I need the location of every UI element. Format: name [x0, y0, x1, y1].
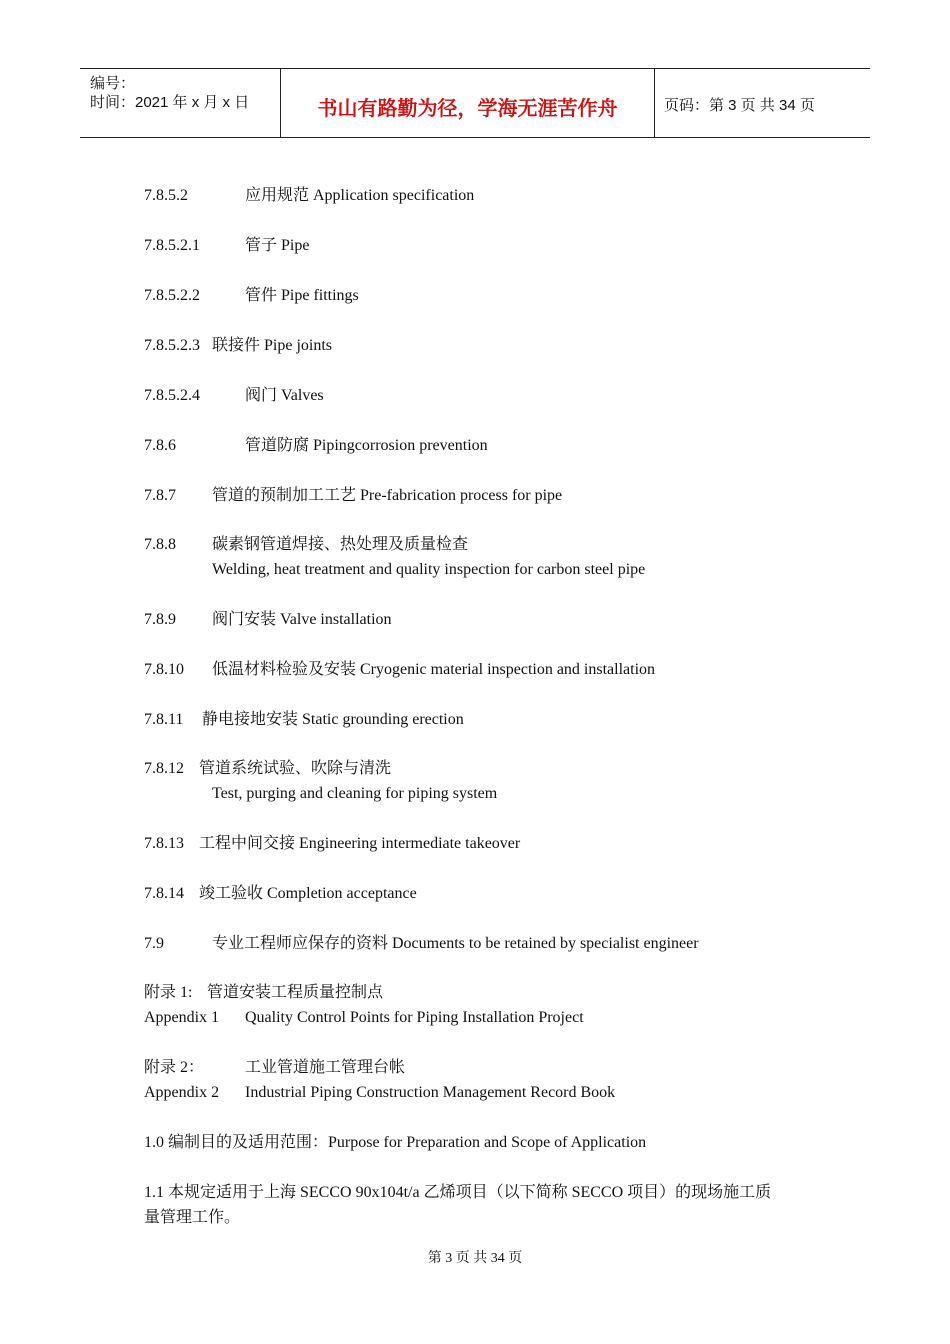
- toc-num: 7.8.14: [144, 885, 184, 902]
- section-1-1-line1: 1.1 本规定适用于上海 SECCO 90x104t/a 乙烯项目（以下简称 SECCO 项目）的现场施工质: [144, 1184, 772, 1201]
- toc-num: 7.8.5.2.2: [144, 287, 200, 304]
- toc-num: 7.8.5.2: [144, 187, 188, 204]
- toc-text: 管子 Pipe: [245, 237, 310, 254]
- header-info-cell: [80, 69, 281, 137]
- appendix1-cn-text: 管道安装工程质量控制点: [207, 984, 384, 1001]
- toc-text: 工程中间交接 Engineering intermediate takeover: [199, 835, 521, 852]
- toc-text: 阀门安装 Valve installation: [212, 611, 392, 628]
- toc-text: 管道防腐 Pipingcorrosion prevention: [245, 437, 488, 454]
- toc-num: 7.8.8: [144, 536, 176, 553]
- appendix1-en-text: Quality Control Points for Piping Installation Project: [245, 1009, 584, 1026]
- page-footer: 第 3 页 共 34 页: [427, 1251, 523, 1266]
- appendix2-cn-text: 工业管道施工管理台帐: [245, 1059, 406, 1076]
- toc-text: 低温材料检验及安装 Cryogenic material inspection and installation: [212, 661, 656, 678]
- toc-text-en: Welding, heat treatment and quality inspection for carbon steel pipe: [212, 561, 646, 578]
- toc-num: 7.8.11: [144, 711, 184, 728]
- toc-text-en: Test, purging and cleaning for piping system: [212, 785, 498, 802]
- toc-text: 静电接地安装 Static grounding erection: [202, 711, 464, 728]
- toc-num: 7.8.5.2.1: [144, 237, 200, 254]
- toc-text: 阀门 Valves: [245, 387, 324, 404]
- header-motto-cell: [281, 69, 655, 137]
- document-date: 时间：2021 年 x 月 x 日: [90, 94, 250, 111]
- toc-text: 应用规范 Application specification: [245, 187, 475, 204]
- toc-num: 7.8.9: [144, 611, 176, 628]
- toc-num: 7.8.13: [144, 835, 184, 852]
- appendix2-en-text: Industrial Piping Construction Management Record Book: [245, 1084, 616, 1101]
- page-header: [80, 68, 870, 138]
- toc-text: 管件 Pipe fittings: [245, 287, 359, 304]
- appendix1-cn-label: 附录 1:: [144, 984, 193, 1001]
- header-page-number: 页码：第 3 页 共 34 页: [664, 97, 815, 114]
- appendix2-en-label: Appendix 2: [144, 1084, 220, 1101]
- appendix2-cn-label: 附录 2：: [144, 1059, 205, 1076]
- toc-num: 7.8.12: [144, 760, 184, 777]
- section-1-1-line2: 量管理工作。: [144, 1209, 241, 1226]
- toc-num: 7.8.5.2.4: [144, 387, 200, 404]
- toc-num: 7.8.10: [144, 661, 184, 678]
- toc-text: 碳素钢管道焊接、热处理及质量检查: [212, 536, 469, 553]
- toc-num: 7.9: [144, 935, 164, 952]
- header-motto: 书山有路勤为径，学海无涯苦作舟: [317, 96, 618, 120]
- toc-text: 联接件 Pipe joints: [212, 337, 333, 354]
- toc-text: 专业工程师应保存的资料 Documents to be retained by specialist engineer: [212, 935, 699, 952]
- toc-num: 7.8.5.2.3: [144, 337, 200, 354]
- section-1-0-heading: 1.0 编制目的及适用范围：Purpose for Preparation and Scope of Application: [144, 1134, 647, 1151]
- toc-text: 管道的预制加工工艺 Pre-fabrication process for pipe: [212, 487, 563, 504]
- header-page-cell: [655, 69, 870, 137]
- toc-num: 7.8.7: [144, 487, 176, 504]
- appendix1-en-label: Appendix 1: [144, 1009, 220, 1026]
- toc-num: 7.8.6: [144, 437, 176, 454]
- toc-text: 竣工验收 Completion acceptance: [199, 885, 417, 902]
- document-number: 编号：: [90, 75, 136, 92]
- toc-text: 管道系统试验、吹除与清洗: [199, 760, 392, 777]
